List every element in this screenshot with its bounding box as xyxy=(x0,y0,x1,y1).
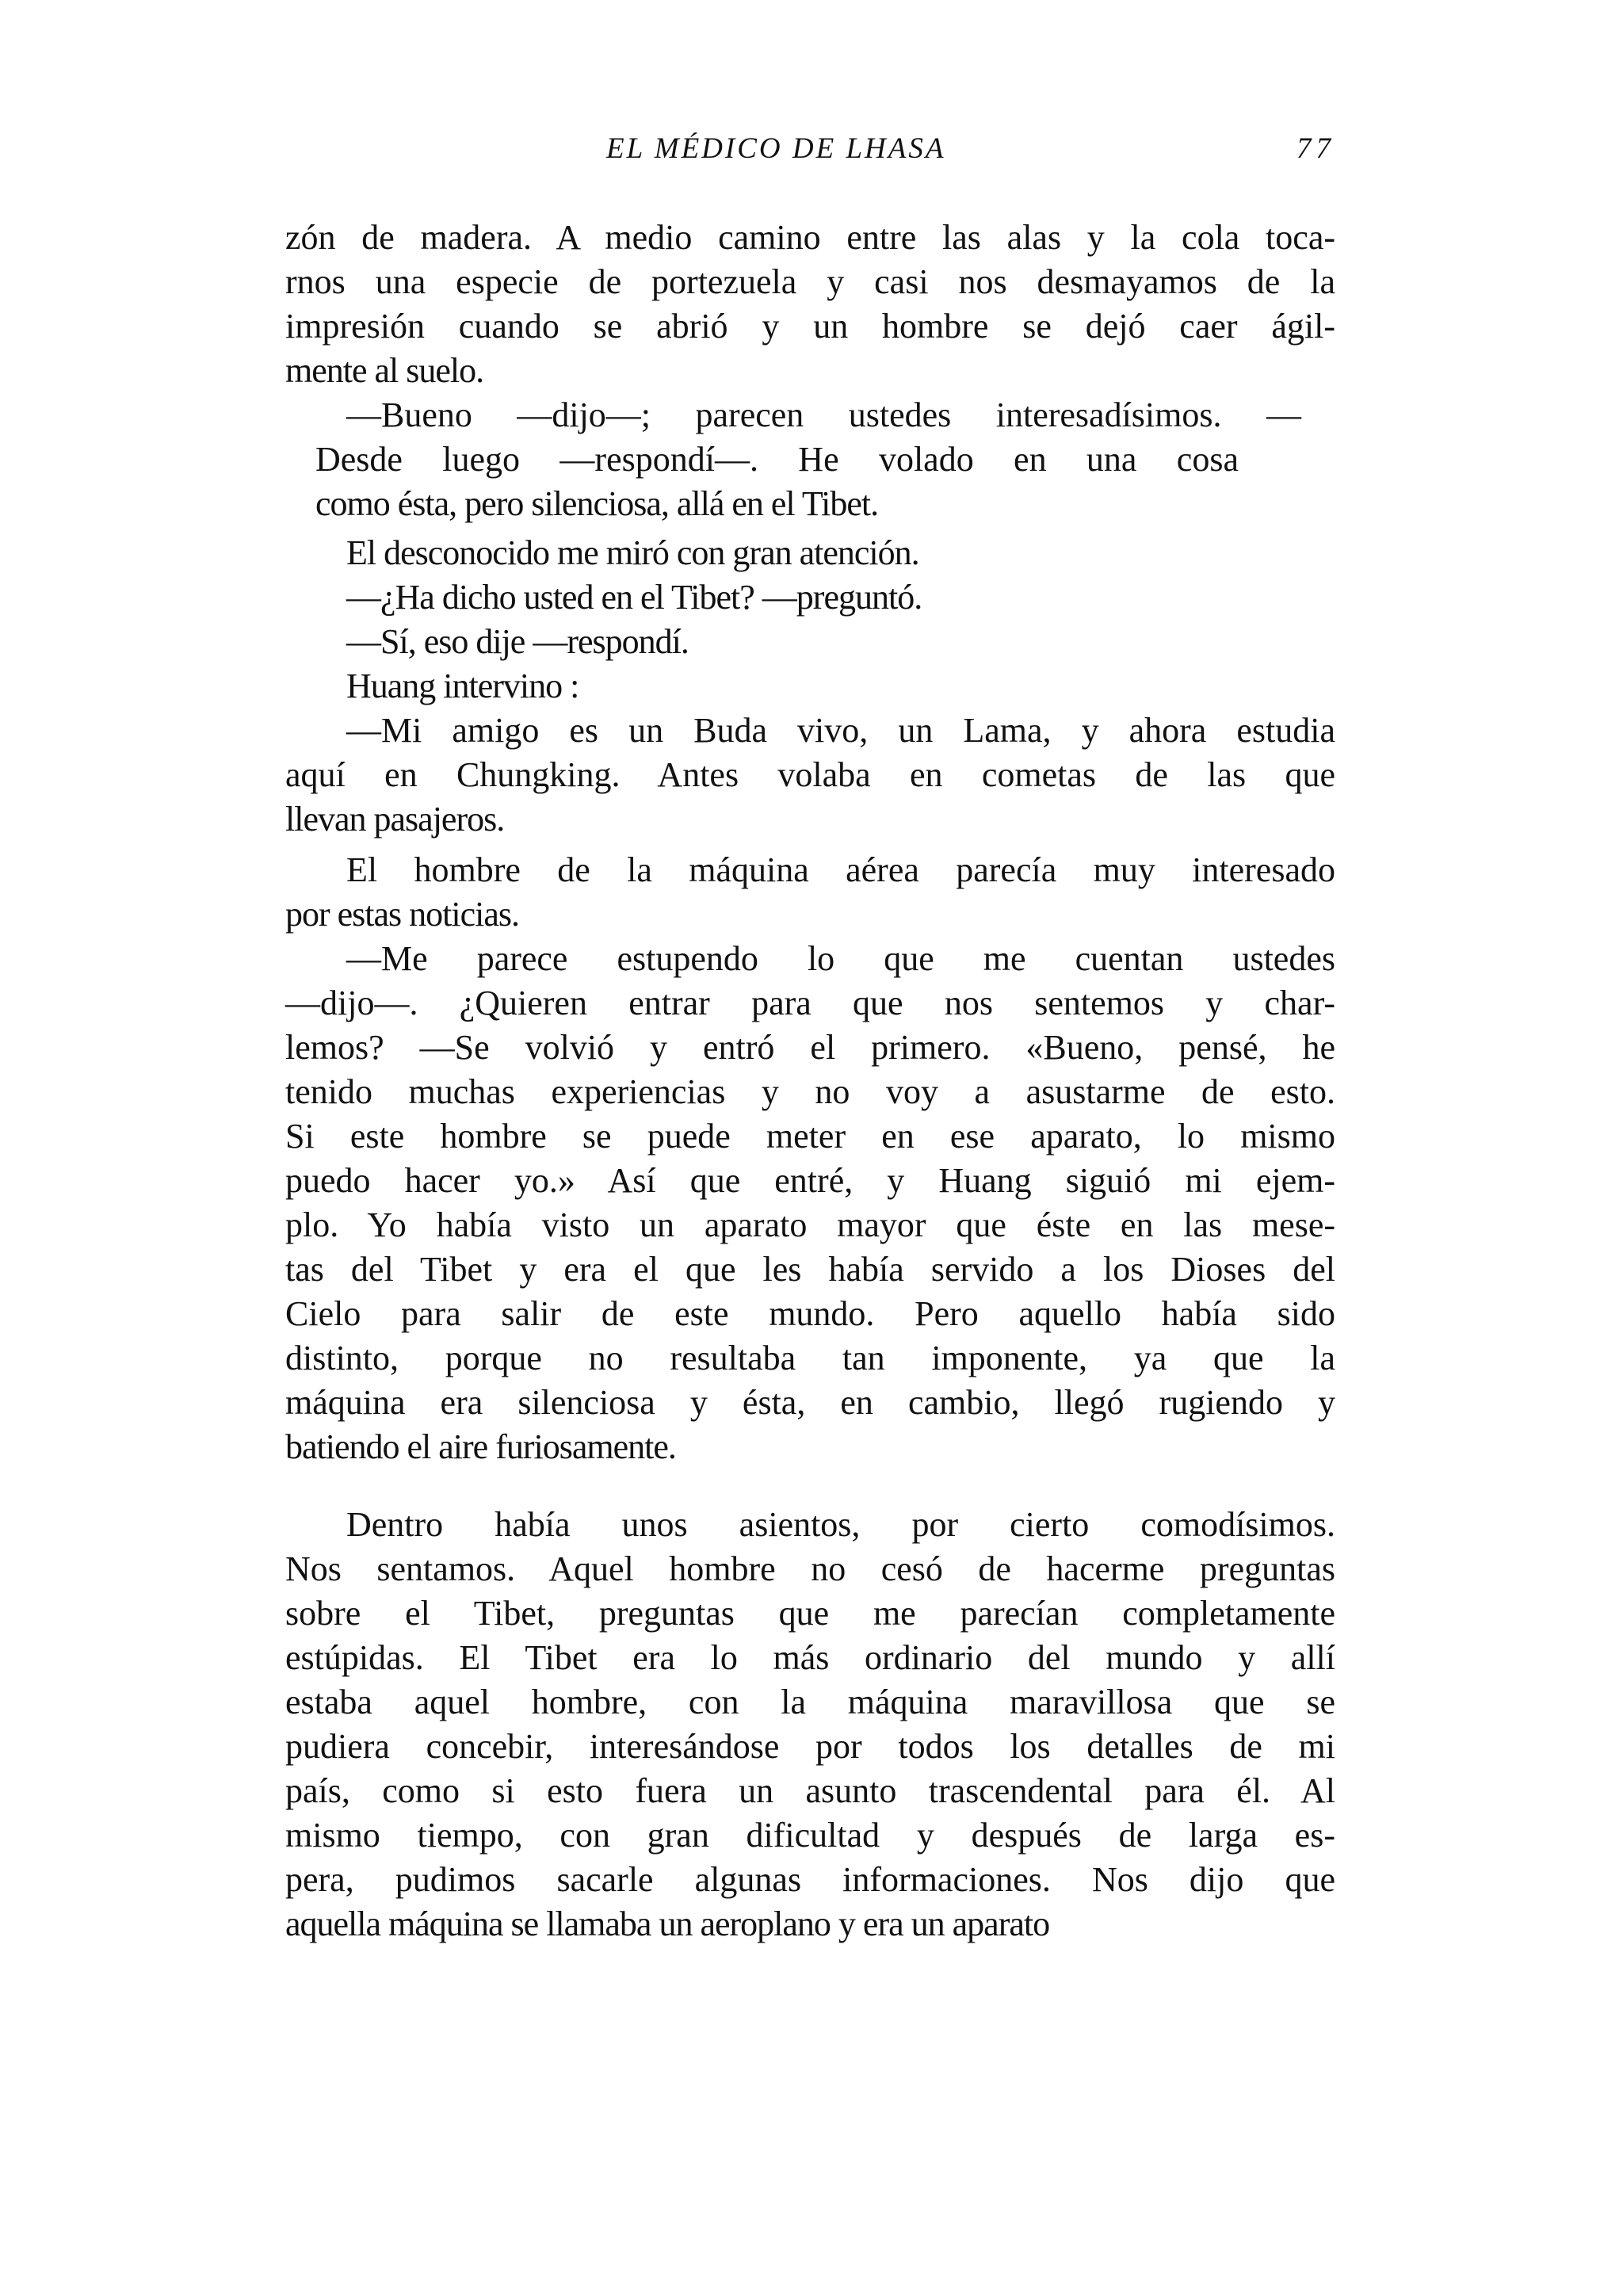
text-line: —Me parece estupendo lo que me cuentan ustedes xyxy=(346,939,1335,978)
page-number: 77 xyxy=(1296,132,1335,165)
text-line: pera, pudimos sacarle algunas informaciones. Nos dijo que xyxy=(285,1860,1335,1899)
text-line: pudiera concebir, interesándose por todos los detalles de mi xyxy=(285,1727,1335,1766)
text-line: batiendo el aire furiosamente. xyxy=(285,1427,676,1466)
text-line: país, como si esto fuera un asunto trascendental para él. Al xyxy=(285,1771,1335,1810)
text-line: máquina era silenciosa y ésta, en cambio, llegó rugiendo y xyxy=(285,1383,1335,1422)
text-line: —Mi amigo es un Buda vivo, un Lama, y ahora estudia xyxy=(346,711,1335,750)
text-line: —Sí, eso dije —respondí. xyxy=(346,622,689,661)
text-line: lemos? —Se volvió y entró el primero. «Bueno, pensé, he xyxy=(285,1028,1335,1067)
running-title: EL MÉDICO DE LHASA xyxy=(606,132,946,165)
running-head xyxy=(285,132,1335,176)
text-line: Dentro había unos asientos, por cierto comodísimos. xyxy=(346,1505,1335,1544)
text-line: rnos una especie de portezuela y casi nos desmayamos de la xyxy=(285,262,1335,301)
text-line: tas del Tibet y era el que les había servido a los Dioses del xyxy=(285,1250,1335,1289)
text-line: El hombre de la máquina aérea parecía muy interesado xyxy=(346,850,1335,889)
text-line: Nos sentamos. Aquel hombre no cesó de hacerme preguntas xyxy=(285,1549,1335,1588)
text-line: Si este hombre se puede meter en ese aparato, lo mismo xyxy=(285,1117,1335,1156)
text-line: mismo tiempo, con gran dificultad y después de larga es- xyxy=(285,1816,1335,1855)
text-line: por estas noticias. xyxy=(285,895,520,934)
text-line: zón de madera. A medio camino entre las alas y la cola toca- xyxy=(285,218,1335,257)
text-line: aquella máquina se llamaba un aeroplano y era un aparato xyxy=(285,1904,1050,1943)
text-line: —dijo—. ¿Quieren entrar para que nos sentemos y char- xyxy=(285,984,1335,1022)
text-line: tenido muchas experiencias y no voy a asustarme de esto. xyxy=(285,1072,1335,1111)
text-line: mente al suelo. xyxy=(285,351,484,390)
text-line: sobre el Tibet, preguntas que me parecían completamente xyxy=(285,1594,1335,1633)
text-line: —Bueno —dijo—; parecen ustedes interesadísimos. — xyxy=(346,395,1301,434)
text-line: estúpidas. El Tibet era lo más ordinario del mundo y allí xyxy=(285,1638,1335,1677)
text-line: llevan pasajeros. xyxy=(285,800,505,839)
text-line: puedo hacer yo.» Así que entré, y Huang siguió mi ejem- xyxy=(285,1161,1335,1200)
text-line: como ésta, pero silenciosa, allá en el Tibet. xyxy=(315,484,879,523)
text-line: plo. Yo había visto un aparato mayor que éste en las mese- xyxy=(285,1205,1335,1244)
text-line: distinto, porque no resultaba tan imponente, ya que la xyxy=(285,1339,1335,1377)
text-line: El desconocido me miró con gran atención. xyxy=(346,533,919,572)
text-line: impresión cuando se abrió y un hombre se dejó caer ágil- xyxy=(285,307,1335,346)
text-line: Cielo para salir de este mundo. Pero aquello había sido xyxy=(285,1294,1335,1333)
text-line: Huang intervino : xyxy=(346,667,579,705)
text-line: aquí en Chungking. Antes volaba en cometas de las que xyxy=(285,755,1335,794)
text-line: estaba aquel hombre, con la máquina maravillosa que se xyxy=(285,1683,1335,1721)
text-line: Desde luego —respondí—. He volado en una cosa xyxy=(315,440,1239,479)
text-line: —¿Ha dicho usted en el Tibet? —preguntó. xyxy=(346,578,922,617)
